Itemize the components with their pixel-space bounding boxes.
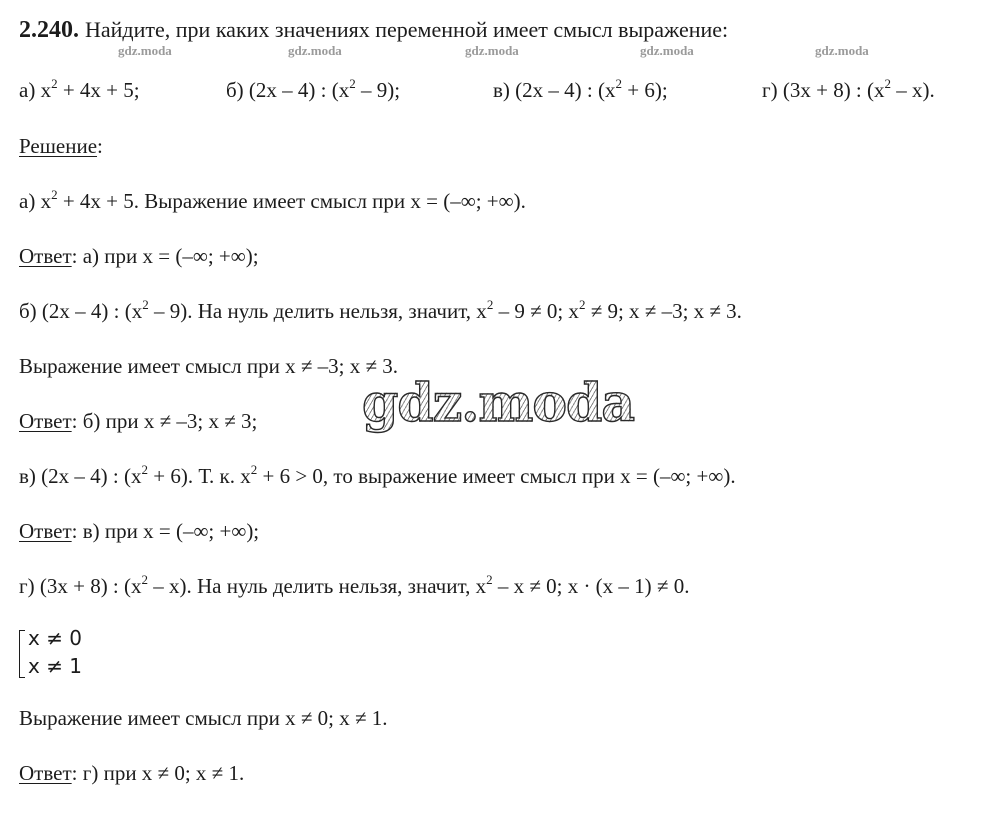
solution-step-g bbox=[19, 572, 690, 598]
system-condition: x ≠ 1 bbox=[28, 654, 83, 678]
task-item-a bbox=[19, 76, 140, 102]
solution-heading bbox=[19, 136, 103, 157]
solution-meaning-b: Выражение имеет смысл при x ≠ –3; x ≠ 3. bbox=[19, 354, 399, 378]
answer-label: Ответ bbox=[19, 244, 72, 268]
exponent: 2 bbox=[615, 76, 622, 91]
task-item-text: + 6); bbox=[621, 78, 668, 102]
task-item-g bbox=[762, 76, 935, 102]
watermark-small: gdz.moda bbox=[288, 43, 342, 58]
exponent: 2 bbox=[250, 462, 258, 477]
solution-text: + 6 > 0, то выражение имеет смысл при x = (–∞; +∞). bbox=[257, 464, 736, 488]
system-condition: x ≠ 0 bbox=[28, 626, 83, 650]
answer-text: : б) при x ≠ –3; x ≠ 3; bbox=[71, 409, 258, 433]
task-item-v bbox=[493, 76, 668, 102]
solution-step-b bbox=[19, 297, 742, 323]
answer-b bbox=[19, 411, 257, 432]
watermark-small: gdz.moda bbox=[815, 43, 869, 58]
solution-text: ≠ 9; x ≠ –3; x ≠ 3. bbox=[585, 299, 742, 323]
solution-text: б) (2x – 4) : (x bbox=[19, 299, 143, 323]
solution-meaning-g: Выражение имеет смысл при x ≠ 0; x ≠ 1. bbox=[19, 706, 388, 730]
answer-text: : г) при x ≠ 0; x ≠ 1. bbox=[71, 761, 245, 785]
watermark-small: gdz.moda bbox=[465, 43, 519, 58]
watermark-small: gdz.moda bbox=[118, 43, 172, 58]
task-item-text: б) (2x – 4) : (x bbox=[226, 78, 350, 102]
solution-step-v bbox=[19, 462, 736, 488]
watermark-small: gdz.moda bbox=[640, 43, 694, 58]
problem-statement: Найдите, при каких значениях переменной имеет смысл выражение: bbox=[85, 17, 729, 42]
solution-text: – 9). На нуль делить нельзя, значит, x bbox=[148, 299, 487, 323]
exponent: 2 bbox=[884, 76, 892, 91]
solution-text: + 4x + 5. Выражение имеет смысл при x = (–∞; +∞). bbox=[57, 189, 526, 213]
answer-text: : а) при x = (–∞; +∞); bbox=[71, 244, 259, 268]
answer-text: : в) при x = (–∞; +∞); bbox=[71, 519, 260, 543]
answer-g bbox=[19, 763, 244, 784]
solution-text: г) (3x + 8) : (x bbox=[19, 574, 142, 598]
solution-step-a bbox=[19, 187, 526, 213]
exponent: 2 bbox=[486, 572, 493, 587]
exponent: 2 bbox=[51, 76, 58, 91]
solution-text: – 9 ≠ 0; x bbox=[493, 299, 579, 323]
answer-v bbox=[19, 521, 259, 542]
answer-label: Ответ bbox=[19, 519, 72, 543]
answer-label: Ответ bbox=[19, 409, 72, 433]
answer-label: Ответ bbox=[19, 761, 72, 785]
task-item-text: а) x bbox=[19, 78, 52, 102]
solution-text: а) x bbox=[19, 189, 52, 213]
solution-heading-text: Решение bbox=[19, 134, 98, 158]
task-item-text: г) (3x + 8) : (x bbox=[762, 78, 885, 102]
exponent: 2 bbox=[141, 572, 149, 587]
exponent: 2 bbox=[486, 297, 494, 312]
problem-number: 2.240. bbox=[19, 17, 79, 43]
task-item-text: в) (2x – 4) : (x bbox=[493, 78, 616, 102]
task-item-text: + 4x + 5; bbox=[57, 78, 140, 102]
exponent: 2 bbox=[141, 462, 148, 477]
solution-text: в) (2x – 4) : (x bbox=[19, 464, 142, 488]
solution-text: – x ≠ 0; x · (x – 1) ≠ 0. bbox=[492, 574, 690, 598]
task-item-text: – x). bbox=[891, 78, 935, 102]
watermark-large: gdz.moda bbox=[362, 373, 635, 434]
solution-heading-colon: : bbox=[97, 134, 103, 158]
problem-title bbox=[19, 18, 728, 42]
exponent: 2 bbox=[51, 187, 58, 202]
exponent: 2 bbox=[578, 297, 586, 312]
task-item-text: – 9); bbox=[355, 78, 401, 102]
solution-text: + 6). Т. к. x bbox=[147, 464, 251, 488]
system-bracket bbox=[19, 630, 25, 678]
answer-a bbox=[19, 246, 259, 267]
task-item-b bbox=[226, 76, 401, 102]
exponent: 2 bbox=[142, 297, 149, 312]
solution-text: – x). На нуль делить нельзя, значит, x bbox=[148, 574, 487, 598]
exponent: 2 bbox=[349, 76, 356, 91]
